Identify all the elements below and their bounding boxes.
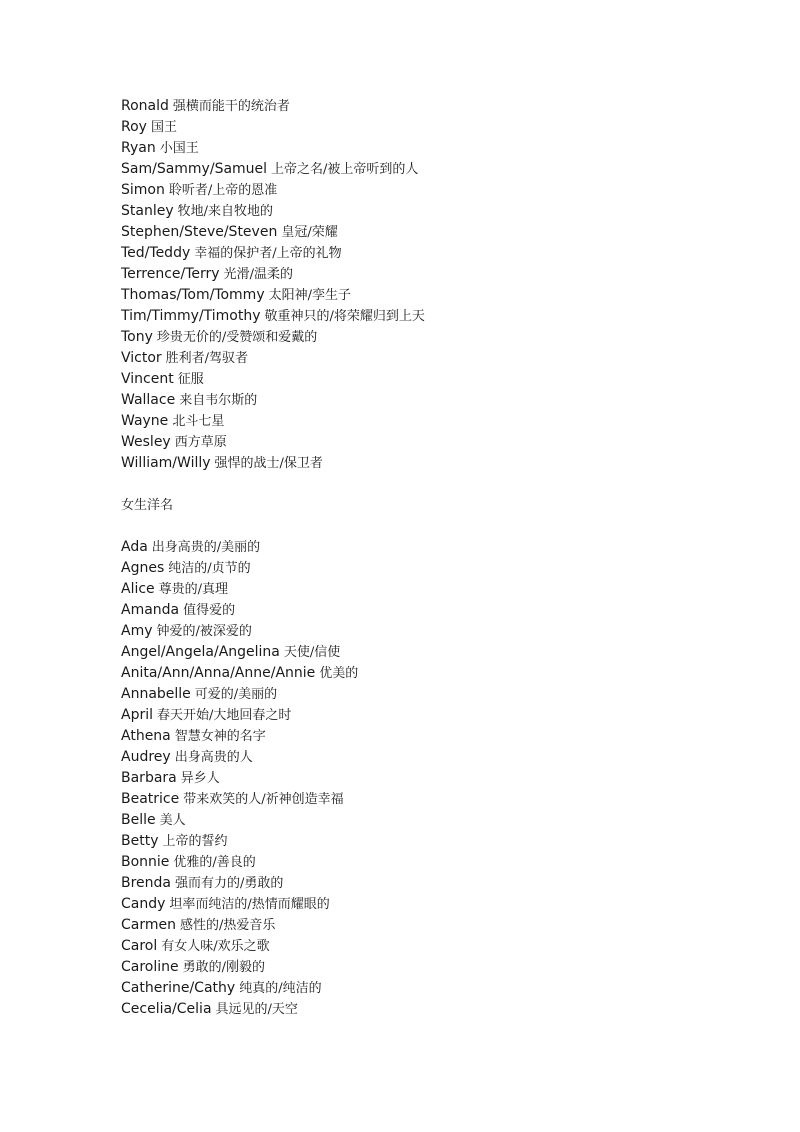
chinese-meaning: 美人 — [159, 813, 186, 828]
chinese-meaning: 坦率而纯洁的/热情而耀眼的 — [169, 897, 330, 912]
chinese-meaning: 出身高贵的人 — [174, 750, 253, 765]
name-entry — [121, 999, 761, 1020]
chinese-meaning: 皇冠/荣耀 — [281, 225, 338, 240]
chinese-meaning: 智慧女神的名字 — [174, 729, 266, 744]
name-entry — [121, 873, 761, 894]
english-name: Wallace — [121, 392, 176, 408]
english-name: Caroline — [121, 959, 179, 975]
english-name: Annabelle — [121, 686, 191, 702]
english-name: Cecelia/Celia — [121, 1001, 212, 1017]
name-entry — [121, 390, 761, 411]
english-name: Audrey — [121, 749, 171, 765]
chinese-meaning: 值得爱的 — [183, 603, 236, 618]
name-entry — [121, 705, 761, 726]
name-entry — [121, 180, 761, 201]
english-name: Victor — [121, 350, 162, 366]
english-name: April — [121, 707, 153, 723]
name-entry — [121, 768, 761, 789]
chinese-meaning: 钟爱的/被深爱的 — [156, 624, 252, 639]
english-name: Roy — [121, 119, 147, 135]
chinese-meaning: 纯洁的/贞节的 — [168, 561, 251, 576]
name-entry — [121, 978, 761, 999]
chinese-meaning: 小国王 — [159, 141, 199, 156]
english-name: Alice — [121, 581, 155, 597]
chinese-meaning: 带来欢笑的人/祈神创造幸福 — [183, 792, 344, 807]
english-name: Ted/Teddy — [121, 245, 191, 261]
english-name: Terrence/Terry — [121, 266, 220, 282]
english-name: Barbara — [121, 770, 177, 786]
name-entry — [121, 432, 761, 453]
chinese-meaning: 太阳神/孪生子 — [268, 288, 351, 303]
english-name: Agnes — [121, 560, 165, 576]
english-name: Amanda — [121, 602, 180, 618]
english-name: Wayne — [121, 413, 169, 429]
chinese-meaning: 春天开始/大地回春之时 — [157, 708, 292, 723]
chinese-meaning: 天使/信使 — [283, 645, 341, 660]
chinese-meaning: 可爱的/美丽的 — [194, 687, 278, 702]
section-gap — [121, 516, 761, 537]
chinese-meaning: 纯真的/纯洁的 — [239, 981, 322, 996]
chinese-meaning: 光滑/温柔的 — [223, 267, 293, 282]
name-entry — [121, 138, 761, 159]
name-entry — [121, 201, 761, 222]
name-entry — [121, 264, 761, 285]
english-name: Vincent — [121, 371, 174, 387]
section-gap — [121, 474, 761, 495]
name-entry — [121, 684, 761, 705]
english-name: William/Willy — [121, 455, 211, 471]
name-entry — [121, 915, 761, 936]
name-entry — [121, 936, 761, 957]
chinese-meaning: 来自韦尔斯的 — [179, 393, 258, 408]
english-name: Stanley — [121, 203, 174, 219]
english-name: Carol — [121, 938, 158, 954]
chinese-meaning: 上帝之名/被上帝听到的人 — [271, 162, 419, 177]
chinese-meaning: 西方草原 — [174, 435, 227, 450]
name-entry — [121, 537, 761, 558]
male-names-list — [121, 96, 761, 474]
english-name: Ronald — [121, 98, 169, 114]
chinese-meaning: 敬重神只的/将荣耀归到上天 — [264, 309, 425, 324]
name-entry — [121, 957, 761, 978]
english-name: Bonnie — [121, 854, 170, 870]
chinese-meaning: 尊贵的/真理 — [158, 582, 229, 597]
document-page — [121, 96, 761, 1020]
english-name: Beatrice — [121, 791, 180, 807]
chinese-meaning: 异乡人 — [180, 771, 220, 786]
english-name: Belle — [121, 812, 156, 828]
name-entry — [121, 852, 761, 873]
name-entry — [121, 453, 761, 474]
chinese-meaning: 北斗七星 — [172, 414, 225, 429]
chinese-meaning: 牧地/来自牧地的 — [177, 204, 274, 219]
english-name: Simon — [121, 182, 165, 198]
english-name: Carmen — [121, 917, 176, 933]
name-entry — [121, 411, 761, 432]
chinese-meaning: 强而有力的/勇敢的 — [175, 876, 284, 891]
chinese-meaning: 胜利者/驾驭者 — [165, 351, 249, 366]
chinese-meaning: 优美的 — [319, 666, 359, 681]
name-entry — [121, 96, 761, 117]
female-names-list — [121, 537, 761, 1020]
name-entry — [121, 663, 761, 684]
chinese-meaning: 国王 — [150, 120, 177, 135]
chinese-meaning: 感性的/热爱音乐 — [180, 918, 276, 933]
english-name: Athena — [121, 728, 171, 744]
chinese-meaning: 幸福的保护者/上帝的礼物 — [194, 246, 342, 261]
chinese-meaning: 具远见的/天空 — [215, 1002, 298, 1017]
name-entry — [121, 831, 761, 852]
name-entry — [121, 726, 761, 747]
english-name: Betty — [121, 833, 159, 849]
name-entry — [121, 159, 761, 180]
english-name: Catherine/Cathy — [121, 980, 236, 996]
english-name: Brenda — [121, 875, 172, 891]
chinese-meaning: 强横而能干的统治者 — [172, 99, 290, 114]
english-name: Tony — [121, 329, 153, 345]
female-names-heading: 女生洋名 — [121, 498, 174, 513]
english-name: Thomas/Tom/Tommy — [121, 287, 265, 303]
chinese-meaning: 聆听者/上帝的恩准 — [168, 183, 278, 198]
chinese-meaning: 征服 — [177, 372, 204, 387]
chinese-meaning: 勇敢的/刚毅的 — [182, 960, 266, 975]
chinese-meaning: 强悍的战士/保卫者 — [214, 456, 323, 471]
name-entry — [121, 348, 761, 369]
name-entry — [121, 285, 761, 306]
name-entry — [121, 327, 761, 348]
english-name: Ada — [121, 539, 148, 555]
chinese-meaning: 上帝的誓约 — [162, 834, 228, 849]
english-name: Tim/Timmy/Timothy — [121, 308, 261, 324]
name-entry — [121, 894, 761, 915]
english-name: Amy — [121, 623, 153, 639]
name-entry — [121, 243, 761, 264]
chinese-meaning: 有女人味/欢乐之歌 — [161, 939, 270, 954]
name-entry — [121, 810, 761, 831]
name-entry — [121, 579, 761, 600]
chinese-meaning: 珍贵无价的/受赞颂和爱戴的 — [156, 330, 318, 345]
name-entry — [121, 222, 761, 243]
english-name: Stephen/Steve/Steven — [121, 224, 278, 240]
chinese-meaning: 出身高贵的/美丽的 — [151, 540, 261, 555]
english-name: Angel/Angela/Angelina — [121, 644, 280, 660]
name-entry — [121, 642, 761, 663]
english-name: Candy — [121, 896, 166, 912]
english-name: Sam/Sammy/Samuel — [121, 161, 268, 177]
english-name: Ryan — [121, 140, 156, 156]
name-entry — [121, 621, 761, 642]
name-entry — [121, 747, 761, 768]
name-entry — [121, 558, 761, 579]
name-entry — [121, 600, 761, 621]
english-name: Anita/Ann/Anna/Anne/Annie — [121, 665, 316, 681]
english-name: Wesley — [121, 434, 171, 450]
name-entry — [121, 789, 761, 810]
name-entry — [121, 306, 761, 327]
chinese-meaning: 优雅的/善良的 — [173, 855, 256, 870]
name-entry — [121, 369, 761, 390]
name-entry — [121, 117, 761, 138]
